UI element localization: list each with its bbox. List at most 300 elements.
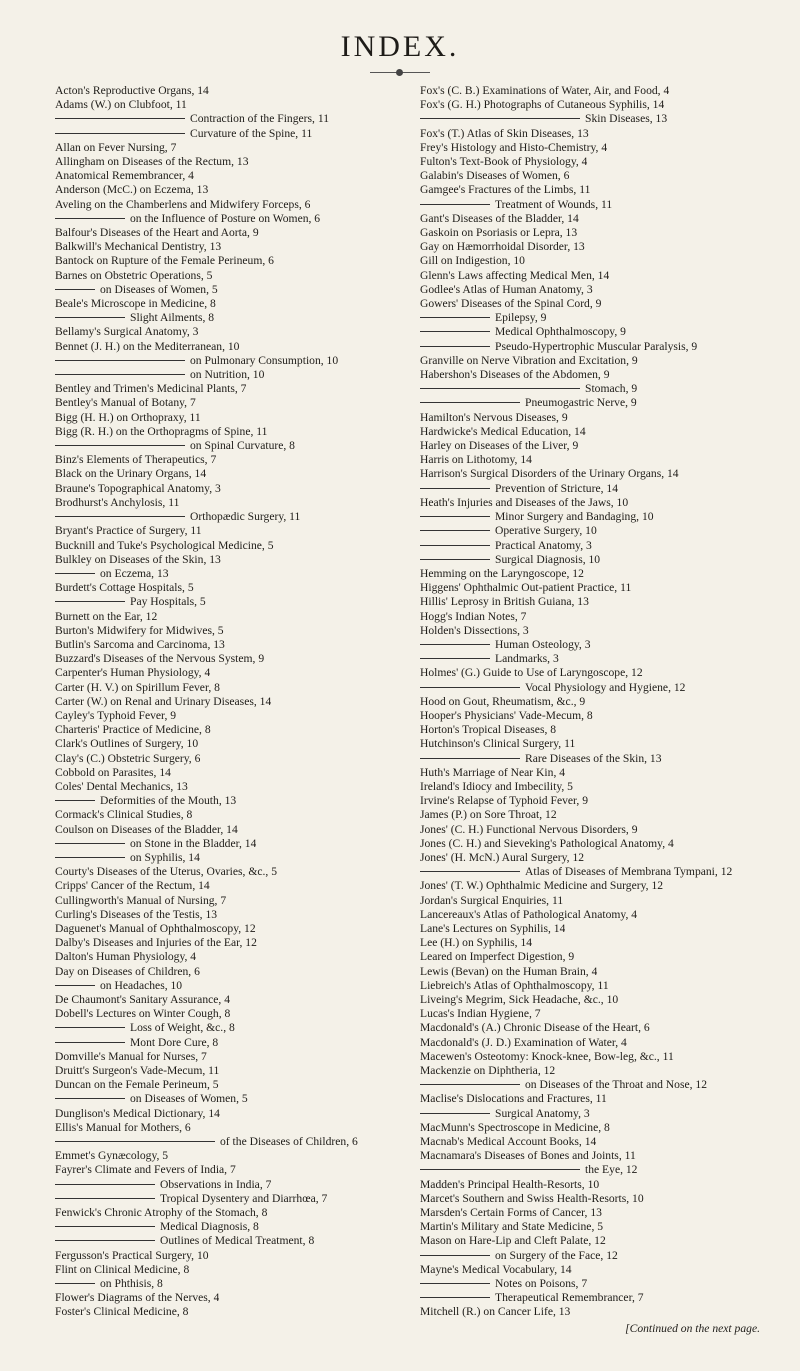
index-entry (420, 1007, 780, 1021)
ditto-dash (420, 1113, 490, 1114)
index-entry (420, 524, 780, 538)
index-entry-text: on the Influence of Posture on Women, 6 (130, 211, 321, 225)
index-entry (55, 467, 395, 481)
index-entry (420, 879, 780, 893)
index-entry (55, 624, 395, 638)
index-entry-text: Fulton's Text-Book of Physiology, 4 (420, 155, 588, 169)
index-entry-text: Druitt's Surgeon's Vade-Mecum, 11 (55, 1064, 220, 1078)
index-entry (420, 354, 780, 368)
index-entry (420, 311, 780, 325)
index-entry-text: Domville's Manual for Nurses, 7 (55, 1049, 207, 1063)
index-entry-text: Lee (H.) on Syphilis, 14 (420, 936, 533, 950)
ditto-dash (55, 445, 185, 446)
index-entry (420, 453, 780, 467)
index-entry (420, 950, 780, 964)
index-entry-text: Epilepsy, 9 (495, 311, 547, 325)
index-entry-text: Fayrer's Climate and Fevers of India, 7 (55, 1163, 236, 1177)
index-entry (55, 865, 395, 879)
index-entry (55, 84, 395, 98)
index-entry (55, 894, 395, 908)
index-entry (55, 425, 395, 439)
index-entry (55, 1107, 395, 1121)
index-entry-text: Practical Anatomy, 3 (495, 538, 592, 552)
index-entry (55, 950, 395, 964)
index-column-left (55, 84, 395, 1320)
index-entry-text: De Chaumont's Sanitary Assurance, 4 (55, 993, 230, 1006)
ditto-dash (55, 1042, 125, 1043)
index-entry (55, 155, 395, 169)
index-entry (420, 865, 780, 879)
index-entry (420, 1078, 780, 1092)
index-entry-text: Hillis' Leprosy in British Guiana, 13 (420, 595, 589, 609)
index-entry-text: Butlin's Sarcoma and Carcinoma, 13 (55, 637, 225, 651)
index-entry (55, 1021, 395, 1035)
index-entry (420, 1107, 780, 1121)
index-entry-text: Atlas of Diseases of Membrana Tympani, 12 (525, 865, 733, 879)
index-entry (420, 141, 780, 155)
index-entry-text: Duncan on the Female Perineum, 5 (55, 1078, 219, 1092)
index-entry-text: Allan on Fever Nursing, 7 (55, 140, 177, 154)
index-entry-text: Lancereaux's Atlas of Pathological Anatomy, 4 (420, 907, 638, 921)
index-entry-text: Skin Diseases, 13 (585, 112, 668, 126)
index-entry-text: Burton's Midwifery for Midwives, 5 (55, 623, 224, 637)
index-entry-text: Observations in India, 7 (160, 1177, 272, 1191)
index-entry-text: Clark's Outlines of Surgery, 10 (55, 737, 199, 751)
index-entry-text: Medical Ophthalmoscopy, 9 (495, 325, 626, 339)
index-column-right (420, 84, 780, 1336)
ditto-dash (420, 204, 490, 205)
ditto-dash (55, 1283, 95, 1284)
index-entry (420, 1305, 780, 1319)
index-entry (420, 894, 780, 908)
index-entry (420, 269, 780, 283)
index-entry (420, 610, 780, 624)
index-entry (420, 808, 780, 822)
ditto-dash (420, 516, 490, 517)
index-entry-text: Burdett's Cottage Hospitals, 5 (55, 581, 194, 595)
index-entry (55, 482, 395, 496)
index-entry (55, 808, 395, 822)
index-entry (55, 879, 395, 893)
index-entry-text: Macdonald's (A.) Chronic Disease of the Heart, 6 (420, 1021, 650, 1035)
index-entry (420, 567, 780, 581)
index-entry (420, 1121, 780, 1135)
index-entry-text: Aveling on the Chamberlens and Midwifery Forceps, 6 (55, 197, 311, 211)
index-entry (55, 453, 395, 467)
index-entry-text: Frey's Histology and Histo-Chemistry, 4 (420, 140, 608, 154)
index-entry-text: Fox's (C. B.) Examinations of Water, Air, and Food, 4 (420, 84, 670, 97)
index-entry-text: on Diseases of the Throat and Nose, 12 (525, 1078, 708, 1092)
index-entry (55, 269, 395, 283)
index-entry (55, 1277, 395, 1291)
index-entry (420, 595, 780, 609)
index-entry (420, 737, 780, 751)
index-entry-text: Jordan's Surgical Enquiries, 11 (420, 893, 564, 907)
ditto-dash (420, 1297, 490, 1298)
index-entry-text: Balfour's Diseases of the Heart and Aorta, 9 (55, 226, 259, 240)
index-entry (55, 1064, 395, 1078)
index-entry-text: Charteris' Practice of Medicine, 8 (55, 723, 211, 737)
index-entry (55, 212, 395, 226)
index-entry (420, 183, 780, 197)
index-entry (420, 396, 780, 410)
ditto-dash (55, 1141, 215, 1142)
index-entry (55, 254, 395, 268)
ditto-dash (420, 402, 520, 403)
index-entry (420, 1277, 780, 1291)
index-entry (420, 908, 780, 922)
index-entry (420, 823, 780, 837)
index-entry (55, 737, 395, 751)
index-entry-text: Adams (W.) on Clubfoot, 11 (55, 98, 187, 112)
index-entry (55, 112, 395, 126)
index-entry-text: Binz's Elements of Therapeutics, 7 (55, 453, 217, 467)
index-entry (420, 1220, 780, 1234)
index-entry-text: Gamgee's Fractures of the Limbs, 11 (420, 183, 591, 197)
ditto-dash (55, 516, 185, 517)
index-entry-text: Hooper's Physicians' Vade-Mecum, 8 (420, 708, 593, 722)
ditto-dash (55, 289, 95, 290)
index-entry (420, 297, 780, 311)
index-entry (55, 595, 395, 609)
index-entry-text: Cripps' Cancer of the Rectum, 14 (55, 879, 210, 893)
ditto-dash (420, 1283, 490, 1284)
index-entry-text: Huth's Marriage of Near Kin, 4 (420, 765, 566, 779)
index-entry-text: Cayley's Typhoid Fever, 9 (55, 708, 177, 722)
index-entry (420, 98, 780, 112)
index-entry (55, 283, 395, 297)
title-ornament-rule (370, 72, 430, 73)
index-entry (420, 482, 780, 496)
index-entry (420, 467, 780, 481)
index-entry-text: Human Osteology, 3 (495, 637, 591, 651)
index-entry-text: Contraction of the Fingers, 11 (190, 112, 329, 126)
ditto-dash (420, 758, 520, 759)
index-entry-text: Fergusson's Practical Surgery, 10 (55, 1248, 209, 1262)
index-entry (420, 1036, 780, 1050)
index-entry-text: Gant's Diseases of the Bladder, 14 (420, 211, 579, 225)
index-entry (420, 1135, 780, 1149)
ditto-dash (420, 346, 490, 347)
index-entry-text: Orthopædic Surgery, 11 (190, 510, 301, 524)
index-entry-text: Macnamara's Diseases of Bones and Joints, 11 (420, 1149, 636, 1163)
index-entry-text: Marsden's Certain Forms of Cancer, 13 (420, 1206, 602, 1220)
index-entry (55, 382, 395, 396)
index-entry (420, 1021, 780, 1035)
index-entry-text: Liebreich's Atlas of Ophthalmoscopy, 11 (420, 978, 609, 992)
ditto-dash (55, 317, 125, 318)
index-entry-text: Lucas's Indian Hygiene, 7 (420, 1007, 541, 1021)
ditto-dash (55, 573, 95, 574)
index-entry-text: Acton's Reproductive Organs, 14 (55, 84, 209, 97)
index-entry (55, 823, 395, 837)
index-entry (55, 1149, 395, 1163)
index-entry (55, 226, 395, 240)
index-entry-text: Gowers' Diseases of the Spinal Cord, 9 (420, 297, 602, 311)
index-entry (55, 496, 395, 510)
index-entry (55, 198, 395, 212)
index-entry-text: Bennet (J. H.) on the Mediterranean, 10 (55, 339, 240, 353)
index-entry (55, 567, 395, 581)
index-entry-text: on Phthisis, 8 (100, 1277, 163, 1291)
index-entry-text: Irvine's Relapse of Typhoid Fever, 9 (420, 794, 589, 808)
index-entry-text: Fenwick's Chronic Atrophy of the Stomach, 8 (55, 1206, 268, 1220)
index-entry (55, 766, 395, 780)
index-entry (55, 638, 395, 652)
index-entry (420, 794, 780, 808)
index-entry (55, 1050, 395, 1064)
index-entry (55, 1092, 395, 1106)
index-entry-text: Operative Surgery, 10 (495, 524, 597, 538)
index-entry (55, 709, 395, 723)
index-entry-text: Tropical Dysentery and Diarrhœa, 7 (160, 1191, 328, 1205)
index-entry (55, 368, 395, 382)
index-entry (420, 325, 780, 339)
index-entry-text: Clay's (C.) Obstetric Surgery, 6 (55, 751, 201, 765)
index-entry (420, 340, 780, 354)
index-entry (420, 993, 780, 1007)
index-entry-text: Mason on Hare-Lip and Cleft Palate, 12 (420, 1234, 606, 1248)
index-entry (420, 1192, 780, 1206)
index-entry-text: Lane's Lectures on Syphilis, 14 (420, 921, 566, 935)
index-entry-text: Pseudo-Hypertrophic Muscular Paralysis, 9 (495, 339, 698, 353)
index-entry-text: Notes on Poisons, 7 (495, 1277, 588, 1291)
index-entry-text: on Pulmonary Consumption, 10 (190, 353, 339, 367)
ditto-dash (420, 388, 580, 389)
index-entry (420, 851, 780, 865)
index-entry (420, 581, 780, 595)
index-entry-text: Bucknill and Tuke's Psychological Medicine, 5 (55, 538, 274, 552)
ditto-dash (420, 1255, 490, 1256)
index-entry-text: Vocal Physiology and Hygiene, 12 (525, 680, 686, 694)
index-entry (55, 993, 395, 1007)
index-entry (55, 922, 395, 936)
ditto-dash (420, 545, 490, 546)
index-entry-text: Harris on Lithotomy, 14 (420, 453, 532, 467)
index-entry (55, 539, 395, 553)
index-entry (420, 1163, 780, 1177)
index-entry-text: Anatomical Remembrancer, 4 (55, 169, 194, 183)
index-entry (420, 1178, 780, 1192)
index-entry-text: Minor Surgery and Bandaging, 10 (495, 510, 654, 524)
index-entry-text: Black on the Urinary Organs, 14 (55, 467, 207, 481)
index-entry-text: Holmes' (G.) Guide to Use of Laryngoscope, 12 (420, 666, 643, 680)
index-entry (55, 510, 395, 524)
index-entry-text: Heath's Injuries and Diseases of the Jaws, 10 (420, 495, 629, 509)
ditto-dash (55, 843, 125, 844)
index-entry-text: Day on Diseases of Children, 6 (55, 964, 200, 978)
index-entry (55, 780, 395, 794)
index-entry (55, 1078, 395, 1092)
index-entry-text: Hamilton's Nervous Diseases, 9 (420, 410, 568, 424)
index-entry-text: Curling's Diseases of the Testis, 13 (55, 907, 218, 921)
index-entry (420, 553, 780, 567)
index-entry (420, 169, 780, 183)
ditto-dash (55, 133, 185, 134)
index-entry (55, 297, 395, 311)
index-entry-text: on Syphilis, 14 (130, 850, 200, 864)
index-entry (420, 368, 780, 382)
index-entry (420, 112, 780, 126)
ditto-dash (420, 687, 520, 688)
ditto-dash (420, 1169, 580, 1170)
index-entry (55, 1192, 395, 1206)
index-entry (420, 496, 780, 510)
index-entry-text: on Nutrition, 10 (190, 368, 265, 382)
index-entry-text: Hardwicke's Medical Education, 14 (420, 424, 586, 438)
index-entry-text: Outlines of Medical Treatment, 8 (160, 1234, 315, 1248)
ditto-dash (55, 1098, 125, 1099)
index-entry (55, 311, 395, 325)
index-entry-text: Bantock on Rupture of the Female Perineum, 6 (55, 254, 274, 268)
index-entry (420, 212, 780, 226)
index-entry-text: Brodhurst's Anchylosis, 11 (55, 495, 180, 509)
index-entry (420, 127, 780, 141)
index-entry (55, 240, 395, 254)
index-entry-text: Bellamy's Surgical Anatomy, 3 (55, 325, 199, 339)
index-entry (55, 936, 395, 950)
index-entry-text: James (P.) on Sore Throat, 12 (420, 808, 557, 822)
index-entry (55, 1163, 395, 1177)
index-entry-text: Bigg (R. H.) on the Orthopragms of Spine, 11 (55, 424, 268, 438)
index-entry-text: Bryant's Practice of Surgery, 11 (55, 524, 202, 538)
index-entry-text: Bigg (H. H.) on Orthopraxy, 11 (55, 410, 201, 424)
index-entry (420, 1050, 780, 1064)
index-entry-text: Braune's Topographical Anatomy, 3 (55, 481, 221, 495)
ditto-dash (420, 1084, 520, 1085)
index-entry (420, 624, 780, 638)
index-entry-text: Gaskoin on Psoriasis or Lepra, 13 (420, 226, 578, 240)
ditto-dash (55, 360, 185, 361)
page-title: INDEX. (340, 30, 460, 63)
index-entry-text: Daguenet's Manual of Ophthalmoscopy, 12 (55, 921, 256, 935)
index-entry (55, 979, 395, 993)
ditto-dash (420, 118, 580, 119)
index-entry-text: Emmet's Gynæcology, 5 (55, 1149, 169, 1163)
index-entry-text: Surgical Diagnosis, 10 (495, 552, 601, 566)
index-entry-text: Hogg's Indian Notes, 7 (420, 609, 527, 623)
index-entry-text: Macewen's Osteotomy: Knock-knee, Bow-leg, &c., 11 (420, 1049, 674, 1063)
ditto-dash (420, 644, 490, 645)
index-entry-text: Dobell's Lectures on Winter Cough, 8 (55, 1007, 231, 1021)
index-entry-text: Mitchell (R.) on Cancer Life, 13 (420, 1305, 571, 1319)
index-entry-text: Slight Ailments, 8 (130, 311, 215, 325)
index-entry-text: Treatment of Wounds, 11 (495, 197, 613, 211)
index-entry-text: Ellis's Manual for Mothers, 6 (55, 1120, 191, 1134)
ditto-dash (420, 559, 490, 560)
index-entry (55, 524, 395, 538)
index-entry (55, 183, 395, 197)
index-entry (420, 695, 780, 709)
index-entry (55, 1121, 395, 1135)
index-entry-text: Burnett on the Ear, 12 (55, 609, 158, 623)
index-entry-text: on Spinal Curvature, 8 (190, 439, 295, 453)
index-entry (420, 155, 780, 169)
index-entry-text: Loss of Weight, &c., 8 (130, 1021, 235, 1035)
index-column-right-entries (420, 84, 780, 1320)
index-entry (55, 610, 395, 624)
ditto-dash (55, 1184, 155, 1185)
index-entry-text: Holden's Dissections, 3 (420, 623, 529, 637)
index-entry-text: Fox's (G. H.) Photographs of Cutaneous Syphilis, 14 (420, 98, 665, 112)
index-entry-text: Barnes on Obstetric Operations, 5 (55, 268, 213, 282)
index-entry (420, 752, 780, 766)
index-entry-text: Lewis (Bevan) on the Human Brain, 4 (420, 964, 598, 978)
index-entry-text: Foster's Clinical Medicine, 8 (55, 1305, 189, 1319)
index-entry-text: Carpenter's Human Physiology, 4 (55, 666, 211, 680)
index-entry (420, 837, 780, 851)
index-entry (420, 283, 780, 297)
index-entry-text: Godlee's Atlas of Human Anatomy, 3 (420, 282, 593, 296)
index-entry (55, 553, 395, 567)
index-entry (420, 709, 780, 723)
index-entry-text: on Diseases of Women, 5 (100, 282, 218, 296)
index-entry (55, 340, 395, 354)
index-entry-text: Medical Diagnosis, 8 (160, 1220, 259, 1234)
ditto-dash (420, 658, 490, 659)
index-entry (420, 382, 780, 396)
index-entry (55, 1220, 395, 1234)
index-entry (420, 539, 780, 553)
index-entry-text: Pay Hospitals, 5 (130, 595, 206, 609)
index-entry-text: Macnab's Medical Account Books, 14 (420, 1135, 597, 1149)
index-entry (55, 1206, 395, 1220)
index-entry-text: Carter (H. V.) on Spirillum Fever, 8 (55, 680, 220, 694)
index-entry (55, 1249, 395, 1263)
index-entry-text: Hutchinson's Clinical Surgery, 11 (420, 737, 576, 751)
index-entry (420, 84, 780, 98)
ditto-dash (55, 1226, 155, 1227)
index-entry-text: Coulson on Diseases of the Bladder, 14 (55, 822, 238, 836)
index-entry-text: Courty's Diseases of the Uterus, Ovaries, &c., 5 (55, 865, 278, 879)
ditto-dash (55, 118, 185, 119)
index-entry (55, 1305, 395, 1319)
index-entry (420, 1064, 780, 1078)
index-entry-text: Bentley's Manual of Botany, 7 (55, 396, 196, 410)
index-entry-text: Macdonald's (J. D.) Examination of Water, 4 (420, 1035, 627, 1049)
index-entry-text: Flint on Clinical Medicine, 8 (55, 1262, 190, 1276)
index-entry (420, 965, 780, 979)
index-entry (420, 226, 780, 240)
ditto-dash (55, 857, 125, 858)
index-entry-text: of the Diseases of Children, 6 (220, 1135, 358, 1149)
index-entry (55, 169, 395, 183)
index-entry-text: Gay on Hæmorrhoidal Disorder, 13 (420, 240, 585, 254)
index-entry-text: Maclise's Dislocations and Fractures, 11 (420, 1092, 607, 1106)
index-entry (420, 766, 780, 780)
index-entry-text: Deformities of the Mouth, 13 (100, 794, 237, 808)
index-entry-text: Jones (C. H.) and Sieveking's Pathological Anatomy, 4 (420, 836, 674, 850)
index-entry (55, 141, 395, 155)
index-entry-text: Cobbold on Parasites, 14 (55, 765, 171, 779)
index-entry (420, 979, 780, 993)
index-entry-text: Balkwill's Mechanical Dentistry, 13 (55, 240, 222, 254)
index-entry (420, 425, 780, 439)
index-entry-text: Bentley and Trimen's Medicinal Plants, 7 (55, 382, 247, 396)
index-entry-text: Pneumogastric Nerve, 9 (525, 396, 637, 410)
ditto-dash (420, 871, 520, 872)
index-entry (55, 98, 395, 112)
index-entry-text: Fox's (T.) Atlas of Skin Diseases, 13 (420, 126, 589, 140)
ditto-dash (55, 800, 95, 801)
index-entry-text: Ireland's Idiocy and Imbecility, 5 (420, 779, 573, 793)
index-entry-text: Carter (W.) on Renal and Urinary Diseases, 14 (55, 694, 272, 708)
index-entry-text: Madden's Principal Health-Resorts, 10 (420, 1177, 600, 1191)
ditto-dash (55, 374, 185, 375)
index-entry (420, 1249, 780, 1263)
index-entry (420, 1263, 780, 1277)
index-entry (55, 1036, 395, 1050)
